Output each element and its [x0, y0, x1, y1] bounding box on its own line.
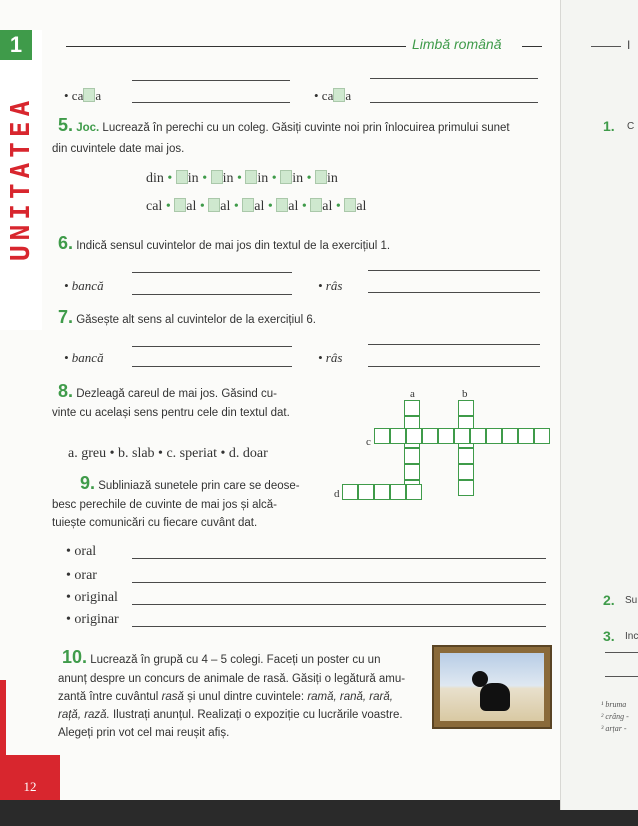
answer-line[interactable]: [132, 582, 546, 583]
right-page: [560, 0, 638, 810]
right-ex-text: Inc: [625, 631, 638, 642]
crossword-cell[interactable]: [502, 428, 518, 444]
answer-line[interactable]: [368, 270, 540, 271]
ex9-instruction: 9. Subliniază sunetele prin care se deose-: [80, 473, 300, 493]
crossword-cell[interactable]: [534, 428, 550, 444]
crossword-cell[interactable]: [406, 484, 422, 500]
unit-label: UNITATEA: [6, 95, 36, 261]
ex9-word: • originar: [66, 612, 119, 627]
crossword-cell[interactable]: [422, 428, 438, 444]
ex6-word-1: • bancă: [64, 278, 104, 293]
ex9-word: • orar: [66, 568, 97, 583]
crossword-cell[interactable]: [406, 428, 422, 444]
right-ex-number: 2.: [603, 592, 615, 608]
answer-line[interactable]: [132, 346, 292, 347]
ex10-line-4: rață, razǎ. Ilustrați anunțul. Realizați o expoziție cu lucrările voastre.: [58, 709, 403, 721]
dog-body: [480, 683, 510, 711]
crossword-cell[interactable]: [374, 484, 390, 500]
crossword-cell[interactable]: [470, 428, 486, 444]
right-header-rule: [591, 46, 621, 47]
ex8-instruction: 8. Dezleagă careul de mai jos. Găsind cu-: [58, 381, 277, 401]
right-ex-number: 3.: [603, 628, 615, 644]
ex10-line-1: 10. Lucrează în grupă cu 4 – 5 colegi. Faceți un poster cu un: [62, 647, 381, 667]
ex9-word: • original: [66, 590, 118, 605]
crossword-label-d: d: [334, 488, 340, 500]
right-ex-number: 1.: [603, 118, 615, 134]
footnote: ³ arțar -: [601, 724, 627, 733]
ex5-instruction-2: din cuvintele date mai jos.: [52, 143, 185, 155]
crossword-label-b: b: [462, 388, 468, 400]
ex4-item-left: • ca a: [64, 88, 102, 103]
crossword-cell[interactable]: [404, 448, 420, 464]
answer-line[interactable]: [132, 604, 546, 605]
ex8-clues: a. greu • b. slab • c. speriat • d. doar: [68, 446, 268, 461]
crossword-cell[interactable]: [518, 428, 534, 444]
ex6-word-2: • râs: [318, 278, 343, 293]
page-number: 12: [0, 755, 60, 800]
blank-box: [333, 88, 345, 102]
header-rule: [66, 46, 406, 47]
ex4-item-right: • ca a: [314, 88, 352, 103]
crossword-cell[interactable]: [458, 400, 474, 416]
ex7-instruction: 7. Găsește alt sens al cuvintelor de la exercițiul 6.: [58, 307, 316, 327]
answer-line[interactable]: [605, 652, 638, 653]
footnote: ² crâng -: [601, 712, 629, 721]
right-header-hint: I: [627, 38, 631, 52]
crossword-cell[interactable]: [458, 480, 474, 496]
right-ex-text: Su: [625, 595, 638, 606]
ex6-instruction: 6. Indică sensul cuvintelor de mai jos din textul de la exercițiul 1.: [58, 233, 391, 253]
answer-line[interactable]: [605, 676, 638, 677]
right-ex-text: C: [627, 121, 635, 132]
dog-photo: [432, 645, 552, 729]
unit-number: 1: [0, 30, 32, 60]
answer-line[interactable]: [132, 272, 292, 273]
crossword-cell[interactable]: [438, 428, 454, 444]
answer-line[interactable]: [132, 80, 290, 81]
ex10-line-5: Alegeți prin vot cel mai reușit afiș.: [58, 727, 230, 739]
crossword-label-a: a: [410, 388, 415, 400]
answer-line[interactable]: [132, 366, 292, 367]
crossword-cell[interactable]: [390, 484, 406, 500]
ex10-line-2: anunț despre un concurs de animale de rasă. Găsiți o legătură amu-: [58, 673, 406, 685]
answer-line[interactable]: [370, 102, 538, 103]
crossword-label-c: c: [366, 436, 371, 448]
red-edge-bar: [0, 680, 6, 760]
answer-line[interactable]: [368, 292, 540, 293]
ex9-word: • oral: [66, 544, 97, 559]
footnote: ¹ bruma: [601, 700, 627, 709]
answer-line[interactable]: [368, 366, 540, 367]
crossword-cell[interactable]: [486, 428, 502, 444]
ex9-instruction-2: besc perechile de cuvinte de mai jos și alcă-: [52, 499, 278, 511]
ex7-word-2: • râs: [318, 350, 343, 365]
ex8-instruction-2: vinte cu același sens pentru cele din textul dat.: [52, 407, 290, 419]
crossword-cell[interactable]: [458, 464, 474, 480]
crossword-cell[interactable]: [390, 428, 406, 444]
answer-line[interactable]: [132, 102, 290, 103]
crossword-cell[interactable]: [454, 428, 470, 444]
header-dash: [522, 46, 542, 47]
answer-line[interactable]: [132, 558, 546, 559]
ex5-row-1: din • in • in • in • in • in: [146, 171, 338, 186]
answer-line[interactable]: [132, 294, 292, 295]
answer-line[interactable]: [370, 78, 538, 79]
crossword-cell[interactable]: [404, 464, 420, 480]
ex9-instruction-3: tuiește comunicări cu fiecare cuvânt dat.: [52, 517, 258, 529]
ex5-row-2: cal • al • al • al • al • al • al: [146, 199, 367, 214]
crossword-cell[interactable]: [358, 484, 374, 500]
crossword-cell[interactable]: [374, 428, 390, 444]
blank-box: [83, 88, 95, 102]
crossword-cell[interactable]: [342, 484, 358, 500]
answer-line[interactable]: [132, 626, 546, 627]
answer-line[interactable]: [368, 344, 540, 345]
subject-title: Limbă română: [412, 36, 502, 52]
ex7-word-1: • bancă: [64, 350, 104, 365]
crossword-cell[interactable]: [458, 448, 474, 464]
ex5-instruction: 5. Joc. Lucrează în perechi cu un coleg. Găsiți cuvinte noi prin înlocuirea primului sunet: [58, 115, 510, 135]
ex10-line-3: zantă între cuvântul rasă și unul dintre cuvintele: ramă, rană, rară,: [58, 691, 393, 703]
crossword-cell[interactable]: [404, 400, 420, 416]
